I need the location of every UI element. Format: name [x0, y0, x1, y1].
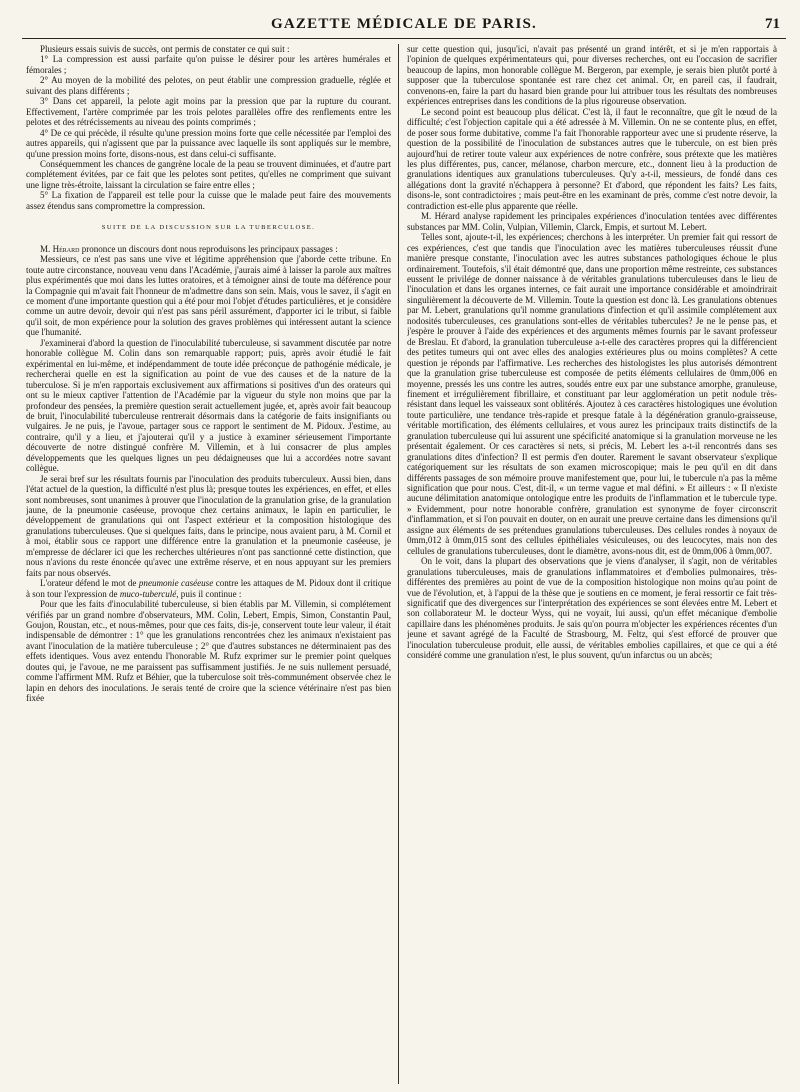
paragraph: Pour que les faits d'inoculabilité tuberculeuse, si bien établis par M. Villemin, si complétement vérifiés par un grand nombre d'observateurs, MM. Colin, Lebert, Empis, Simon, Constantin Paul, Goujon, Roustan, etc., et nous-mêmes, pour que ces faits, dis-je, conservent toute leur valeur, il était indispensable de démontrer : 1° que les granulations rencontrées chez les animaux n'existaient pas avant l'inoculation de la matière tuberculeuse ; 2° que d'autres substances ne déterminaient pas des effets identiques. Vous avez entendu l'honorable M. Rufz exprimer sur le premier point quelques doutes qui, je l'avoue, ne me paraissent pas suffisamment justifiés. Je ne suis nullement persuadé, comme l'affirment MM. Rufz et Béhier, que la tuberculose soit très-communément observée chez le lapin en dehors des inoculations. Je serais tenté de croire que la science vétérinaire n'est pas bien fixée: [26, 599, 391, 704]
paragraph: Le second point est beaucoup plus délicat. C'est là, il faut le reconnaître, que gît le nœud de la difficulté; c'est l'objection capitale qui a été adressée à M. Villemin. On ne se contente plus, en effet, de poser sous forme dubitative, comme l'a fait l'honorable rapporteur avec une si prudente réserve, la question de la possibilité de l'inoculation de substances autres que le tubercule, on est bien près aujourd'hui de retirer toute valeur aux expériences de notre confrère, sous prétexte que les matières les plus différentes, pus, cancer, mélanose, charbon mercure, etc., donnent lieu à la production de granulations identiques aux granulations tuberculeuses. Qu'y a-t-il, messieurs, de fondé dans ces allégations dont la gravité n'échappera à personne? Et d'abord, que répondent les faits? Les faits, disons-le, sont contradictoires ; mais peut-être en les examinant de près, comme c'est notre devoir, la contradiction est-elle plus apparente que réelle.: [407, 106, 777, 211]
page-header: [22, 14, 786, 39]
paragraph: [26, 244, 391, 254]
paragraph: Plusieurs essais suivis de succès, ont permis de constater ce qui suit :: [40, 44, 290, 54]
paragraph: Telles sont, ajoute-t-il, les expériences; cherchons à les interpréter. Un premier fait qui ressort de ces expériences, c'est que tandis que l'inoculation avec les matières tuberculeuses réussit d'une manière presque constante, l'inoculation avec les autres substances pathologiques échoue le plus ordinairement. Toutefois, s'il était démontré que, dans une proportion même restreinte, ces substances eussent le privilége de donner naissance à de véritables granulations tuberculeuses dans le lieu de l'inoculation et dans les organes internes, ce fait aurait une importance considérable et amoindrirait singulièrement la découverte de M. Villemin. Toute la question est donc là. Les granulations obtenues par M. Lebert, granulations qu'il nomme granulations d'infection et qu'il assimile complétement aux nodosités tuberculeuses, ces granulations sont-elles de véritables tubercules? Je ne le pense pas, et j'espère le prouver à l'aide des expériences et des arguments mêmes fournis par le savant professeur de Breslau. Et d'abord, la granulation tuberculeuse a-t-elle des caractères propres qui la différencient des petites tumeurs qui ont avec elles des analogies extérieures plus ou moins complètes? A cette question je réponds par l'affirmative. Les recherches des histologistes les plus autorisés démontrent que la granulation grise tuberculeuse est composée de petits éléments cellulaires de 0mm,006 en moyenne, pressés les uns contre les autres, soudés entre eux par une substance amorphe, granuleuse, finement et irrégulièrement fibrillaire, et constituant par leur agglomération un petit nodule très-résistant dans lequel les vaisseaux sont oblitérés. Ajoutez à ces caractères histologiques une évolution toute particulière, une tendance très-rapide et presque fatale à la dégénération granulo-graisseuse, véritable mortification, des éléments cellulaires, et vous aurez les principaux traits distinctifs de la granulation tuberculeuse qui lui assurent une spécificité anatomique si la granulation morveuse ne les présentait également. Or ces caractères si nets, si précis, M. Lebert les a-t-il rencontrés dans ses granulations dites d'infection? Il est permis d'en douter. Rarement le savant observateur s'explique catégoriquement sur les résultats de son examen microscopique; mais le peu qu'il en dit dans différents passages de son mémoire prouve manifestement que, pour lui, le tubercule n'a pas la même signification que pour nous. C'est, dit-il, « un terme vague et mal défini. » Et ailleurs : « Il n'existe aucune délimitation anatomique ontologique entre les produits de l'inflammation et le tubercule type. » Evidemment, pour notre honorable confrère, granulation est synonyme de foyer circonscrit d'inflammation, et si l'on pouvait en douter, on en aurait une preuve certaine dans les dimensions qu'il assigne aux éléments de ses prétendues granulations tuberculeuses. Des cellules rondes à noyaux de 0mm,012 à 0mm,015 sont des cellules épithéliales vésiculeuses, ou des leucocytes, mais non des cellules de granulations tuberculeuses, dont le diamètre, avons-nous dit, est de 0mm,006 à 0mm,007.: [407, 232, 777, 556]
paragraph-text: L'orateur défend le mot de: [40, 578, 139, 589]
right-column: [407, 44, 777, 1084]
paragraph: J'examinerai d'abord la question de l'inoculabilité tuberculeuse, si savamment discutée par notre honorable collègue M. Colin dans son remarquable rapport; puis, après avoir étudié le fait expérimental en lui-même, et indépendamment de toute idée préconçue de pathogénie médicale, je rechercherai quelle en est la signification au point de vue des causes et de la nature de la tuberculose. Si je m'en rapportais exclusivement aux affirmations si positives d'un des orateurs qui ont su le mieux captiver l'attention de l'Académie par la vigueur du style non moins que par la profondeur des pensées, la première question serait actuellement jugée, et, après avoir fait beaucoup de bruit, l'inoculabilité tuberculeuse rentrerait désormais dans la catégorie de faits insignifiants ou vulgaires. Je ne puis, je l'avoue, partager sous ce rapport le sentiment de M. Pidoux. J'estime, au contraire, qu'il y a lieu, et j'ajouterai qu'il y a justice à examiner sérieusement l'importante découverte de notre distingué confrère M. Villemin, et à lui consacrer de plus amples développements que les quelques lignes un peu dédaigneuses que lui a accordées notre savant collègue.: [26, 337, 391, 474]
paragraph: Je serai bref sur les résultats fournis par l'inoculation des produits tuberculeux. Aussi bien, dans l'état actuel de la question, la difficulté n'est plus là; presque toutes les expériences, en effet, et elles sont nombreuses, sont unanimes à prouver que l'inoculation de la granulation grise, de la granulation jaune, de la pneumonie caséeuse, provoque chez certains animaux, le lapin en particulier, le développement de granulations qui ont l'aspect extérieur et la composition histologique des granulations tuberculeuses. Que si quelques faits, dans le principe, nous avaient paru, à M. Cornil et à moi, établir sous ce rapport une différence entre la granulation et la pneumonie caséeuse, je m'empresse de déclarer ici que les recherches ultérieures n'ont pas sanctionné cette distinction, que nous n'avions du reste énoncée qu'avec une extrême réserve, et en nous appuyant sur les premiers faits par nous observés.: [26, 473, 391, 578]
section-title: SUITE DE LA DISCUSSION SUR LA TUBERCULOSE.: [101, 224, 316, 232]
paragraph-text: , puis il continue :: [176, 588, 242, 599]
paragraph: On le voit, dans la plupart des observations que je viens d'analyser, il s'agit, non de véritables granulations tuberculeuses, mais de granulations inflammatoires et d'embolies pulmonaires, très-différentes des premières au point de vue de la composition histologique non moins qu'au point de vue de l'évolution, et, à l'appui de la thèse que je soutiens en ce moment, je ferai ressortir ce fait très-significatif que des divergences sur l'interprétation des expériences se sont élevées entre M. Lebert et son collaborateur M. le docteur Wyss, qui ne voyait, lui aussi, qu'un effet mécanique d'embolie capillaire dans les phénomènes produits. Je sais qu'on pourra m'objecter les expériences récentes d'un jeune et savant agrégé de la Faculté de Strasbourg, M. Feltz, qui s'est efforcé de prouver que l'inoculation tuberculeuse produit, elle aussi, de véritables embolies capillaires, et que ce qui a été considéré comme une granulation n'est, le plus souvent, qu'un infarctus ou un abcès;: [407, 556, 777, 661]
paragraph: [26, 578, 391, 599]
paragraph: 5° La fixation de l'appareil est telle pour la cuisse que le malade peut faire des mouvements assez étendus sans compromettre la compression.: [26, 190, 391, 211]
paragraph: 1° La compression est aussi parfaite qu'on puisse le désirer pour les artères humérales et fémorales ;: [26, 54, 391, 75]
paragraph: 3° Dans cet appareil, la pelote agit moins par la pression que par la rupture du courant. Effectivement, l'artère comprimée par les trois pelotes parallèles offre des renflements entre les pelotes et des rétrécissements au niveau des points comprimés ;: [26, 96, 391, 128]
italic-term: muco-tuberculé: [119, 588, 177, 599]
paragraph: M. Hérard analyse rapidement les principales expériences d'inoculation tentées avec différentes substances par MM. Colin, Vulpian, Villemin, Clarck, Empis, et surtout M. Lebert.: [407, 211, 777, 232]
italic-term: pneumonie caséeuse: [138, 578, 214, 589]
page-number: 71: [765, 16, 780, 32]
left-column: [26, 44, 391, 1084]
paragraph-text: prononce un discours dont nous reproduisons les principaux passages :: [79, 243, 338, 254]
paragraph: 4° De ce qui précède, il résulte qu'une pression moins forte que celle nécessitée par l'emploi des autres appareils, qui n'agissent que par la puissance avec laquelle ils sont appliqués sur le membre, qu'une pression moins forte, disons-nous, est dans celui-ci suffisante.: [26, 127, 391, 159]
text-columns: [22, 44, 786, 1084]
journal-title: GAZETTE MÉDICALE DE PARIS.: [271, 16, 537, 32]
paragraph: sur cette question qui, jusqu'ici, n'avait pas présenté un grand intérêt, et si je m'en rapportais à l'opinion de quelques expérimentateurs qui, pour diverses recherches, ont eu l'occasion de sacrifier beaucoup de lapins, mon honorable collègue M. Bergeron, par exemple, je serais bien plutôt porté à supposer que la tuberculose spontanée est rare chez cet animal. Or, en pareil cas, il faudrait, convenons-en, faire la part du hasard bien grande pour lui attribuer tous les résultats des nombreuses expériences entreprises dans les conditions de la plus rigoureuse observation.: [407, 44, 777, 107]
column-divider: [398, 44, 399, 1084]
speaker-name: M. Hérard: [40, 243, 80, 254]
paragraph: Messieurs, ce n'est pas sans une vive et légitime appréhension que j'aborde cette tribune. En toute autre circonstance, nouveau venu dans l'Académie, j'aurais aimé à laisser la parole aux maîtres plus expérimentés que moi dans les luttes oratoires, et à témoigner ainsi de toute ma déférence pour la Compagnie qui m'avait fait l'honneur de m'admettre dans son sein. Mais, vous le savez, il s'agit en ce moment d'une importante question qui a été pour moi l'objet d'études particulières, et je considère comme un autre devoir, devoir qui n'est pas sans péril assurément, d'apporter ici le tribut, si faible qu'il soit, de mon expérience pour la solution des graves problèmes qui intéressent autant la science que l'humanité.: [26, 254, 391, 338]
paragraph: Conséquemment les chances de gangrène locale de la peau se trouvent diminuées, et d'autre part complétement évitées, par ce fait que les pelotes sont petites, qu'elles ne compriment que suivant une ligne très-étroite, laissant la circulation se faire entre elles ;: [26, 158, 391, 190]
paragraph: 2° Au moyen de la mobilité des pelotes, on peut établir une compression graduelle, réglée et suivant des plans différents ;: [26, 75, 391, 96]
newspaper-page: [22, 14, 786, 1084]
paragraph-text: contre les attaques de M. Pidoux dont il critique à son tour l'expression de: [26, 578, 391, 599]
